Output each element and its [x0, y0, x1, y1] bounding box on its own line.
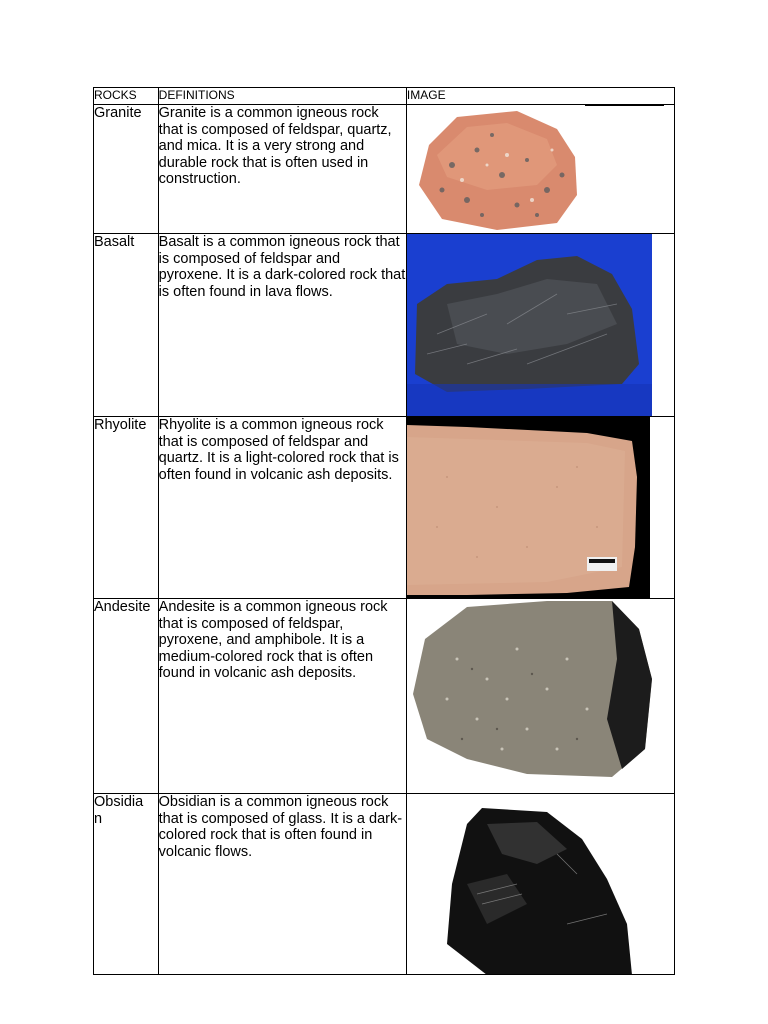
- table-row: [94, 105, 675, 234]
- table-row: [94, 234, 675, 417]
- header-rocks: ROCKS: [94, 88, 159, 105]
- rock-definition: Obsidian is a common igneous rock that is composed of glass. It is a dark-colored rock that is often found in volcanic flows.: [158, 794, 406, 975]
- rock-name: Basalt: [94, 234, 159, 417]
- andesite-photo: [406, 599, 674, 794]
- granite-photo: [406, 105, 674, 234]
- rock-definition: Basalt is a common igneous rock that is composed of feldspar and pyroxene. It is a dark-colored rock that is often found in lava flows.: [158, 234, 406, 417]
- rock-definition: Granite is a common igneous rock that is composed of feldspar, quartz, and mica. It is a very strong and durable rock that is often used in construction.: [158, 105, 406, 234]
- rock-name: Andesite: [94, 599, 159, 794]
- rock-definition: Rhyolite is a common igneous rock that is composed of feldspar and quartz. It is a light-colored rock that is often found in volcanic ash deposits.: [158, 417, 406, 599]
- rock-name: Granite: [94, 105, 159, 234]
- rock-name: Obsidia n: [94, 794, 159, 975]
- header-image: IMAGE: [406, 88, 674, 105]
- obsidian-photo: [406, 794, 674, 975]
- table-row: [94, 794, 675, 975]
- rock-definition: Andesite is a common igneous rock that is composed of feldspar, pyroxene, and amphibole. It is a medium-colored rock that is often found in volcanic ash deposits.: [158, 599, 406, 794]
- table-header-row: [94, 88, 675, 105]
- header-definitions: DEFINITIONS: [158, 88, 406, 105]
- basalt-photo: [406, 234, 674, 417]
- rocks-table: [93, 87, 675, 975]
- table-row: [94, 599, 675, 794]
- rock-name: Rhyolite: [94, 417, 159, 599]
- rhyolite-photo: [406, 417, 674, 599]
- table-row: [94, 417, 675, 599]
